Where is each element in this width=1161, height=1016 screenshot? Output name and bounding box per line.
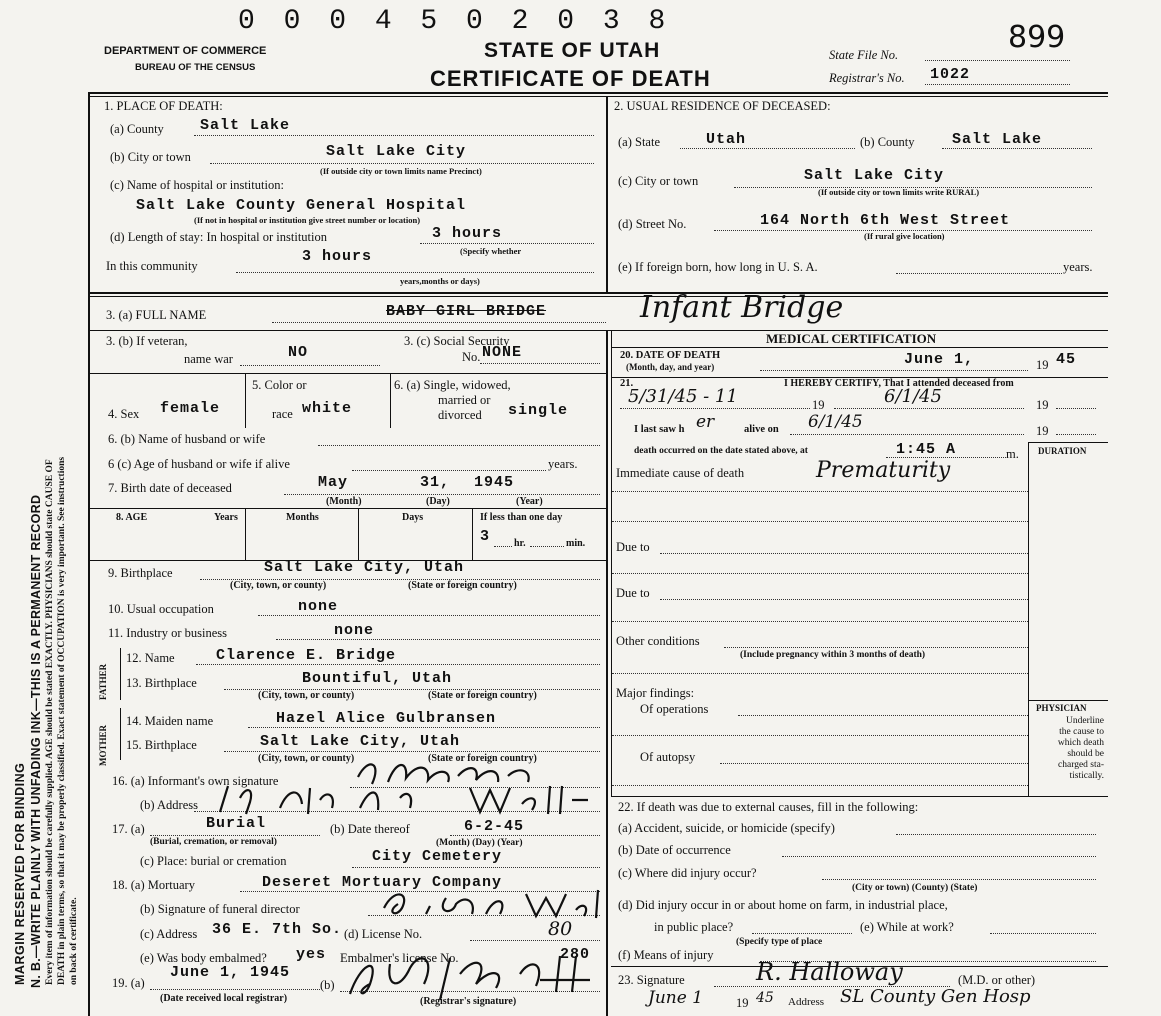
father-name-label: 12. Name [126,651,175,665]
mother-bp-state-note: (State or foreign country) [428,753,537,764]
registrar-sig-label: (b) [320,978,335,992]
sign-year: 45 [756,990,774,1006]
death-time: 1:45 A [896,441,957,458]
md-label: (M.D. or other) [958,973,1036,987]
mortuary-label: 18. (a) Mortuary [112,878,195,892]
death-time-m: m. [1006,447,1019,461]
mother-birthplace-value: Salt Lake City, Utah [260,733,461,750]
embalmed-value: yes [296,946,327,963]
informant-label: 16. (a) Informant's own signature [112,774,279,788]
date-received-value: June 1, 1945 [170,964,291,981]
pod-stay-value: 3 hours [432,225,503,242]
mother-name-label: 14. Maiden name [126,714,214,728]
birthdate-label: 7. Birth date of deceased [108,481,232,495]
marital-label-2: married or [438,393,491,407]
specify-place-note: (Specify type of place [736,937,823,947]
birth-year: 1945 [474,474,515,491]
other-conditions-label: Other conditions [616,634,700,648]
res-city-value: Salt Lake City [804,167,945,184]
father-side-label: FATHER [98,663,108,700]
margin-instructions-3: on back of certificate. [69,897,79,985]
marital-label-3: divorced [438,408,482,422]
res-city-label: (c) City or town [618,174,699,188]
birth-day: 31, [420,474,451,491]
medical-heading: MEDICAL CERTIFICATION [766,331,937,346]
registrar-label: Registrar's No. [829,71,905,85]
physician-instruction-line: Underline [1066,716,1104,726]
sex-value: female [160,400,221,417]
veteran-label: 3. (b) If veteran, [106,334,188,348]
bureau-label: BUREAU OF THE CENSUS [135,62,256,73]
age-hr-label: hr. [514,538,526,549]
occurred-label: death occurred on the date stated above, at [634,446,808,456]
attended-to: 6/1/45 [884,386,942,407]
fullname-typed: BABY GIRL BRIDGE [386,303,547,320]
father-bp-state-note: (State or foreign country) [428,690,537,701]
margin-instructions-2: DEATH in plain terms, so that it may be properly classified. Exact statement of OCCUPATION is very important. See instructions [57,456,67,985]
res-street-note: (If rural give location) [864,231,945,241]
res-state-value: Utah [706,131,747,148]
place-of-death-heading: 1. PLACE OF DEATH: [104,99,223,113]
certificate-serial: 0 0 0 4 5 0 2 0 3 8 [238,6,672,37]
state-file-number: 899 [1008,20,1066,55]
embalmer-label: Embalmer's license No. [340,951,459,965]
ssn-no-label: No. [462,350,481,364]
dod-year-prefix: 19 [1036,358,1049,372]
birthplace-value: Salt Lake City, Utah [264,559,465,576]
mother-side-label: MOTHER [98,724,108,766]
external-causes-label: 22. If death was due to external causes, fill in the following: [618,800,919,814]
industry-value: none [334,622,375,639]
public-place-label: in public place? [654,920,734,934]
burial-note: (Burial, cremation, or removal) [150,837,277,847]
burial-label: 17. (a) [112,822,145,836]
physician-instruction-line: tistically. [1069,771,1104,781]
mortuary-value: Deseret Mortuary Company [262,874,503,891]
date-received-note: (Date received local registrar) [160,993,288,1004]
home-injury-label: (d) Did injury occur in or about home on farm, in industrial place, [618,898,948,912]
department-label: DEPARTMENT OF COMMERCE [104,45,267,57]
registrar-number: 1022 [930,66,971,83]
birth-day-header: (Day) [426,496,450,507]
dod-value: June 1, [904,351,975,368]
birthplace-state-note: (State or foreign country) [408,580,517,591]
date-received-label: 19. (a) [112,976,145,990]
pod-hospital-label: (c) Name of hospital or institution: [110,178,284,192]
physician-signature: R. Halloway [756,958,903,986]
registrar-signature [340,944,610,1004]
age-min-label: min. [566,538,586,549]
accident-label: (a) Accident, suicide, or homicide (specify) [618,821,835,835]
burial-value: Burial [206,815,267,832]
certify-number: 21. [620,378,634,389]
license-label: (d) License No. [344,927,423,941]
attended-from: 5/31/45 - 11 [628,386,738,407]
date-thereof-value: 6-2-45 [464,818,525,835]
birthplace-label: 9. Birthplace [108,566,173,580]
pod-stay-label: (d) Length of stay: In hospital or institution [110,230,327,244]
immediate-cause-label: Immediate cause of death [616,466,745,480]
age-years-header: Years [214,512,238,523]
attended-19-a: 19 [812,398,825,412]
mother-birthplace-label: 15. Birthplace [126,738,197,752]
director-label: (b) Signature of funeral director [140,902,300,916]
birth-year-header: (Year) [516,496,543,507]
certify-statement: I HEREBY CERTIFY, That I attended deceased from [784,378,1014,389]
father-birthplace-label: 13. Birthplace [126,676,197,690]
pod-city-note: (If outside city or town limits name Precinct) [320,166,482,176]
state-file-label: State File No. [829,48,899,62]
pod-specify-note: (Specify whether [460,246,522,256]
sign-address-label: Address [788,996,825,1008]
pod-hospital-value: Salt Lake County General Hospital [136,197,467,214]
major-findings-label: Major findings: [616,686,695,700]
occupation-value: none [298,598,339,615]
age-label: 8. AGE [116,512,148,523]
pod-city-value: Salt Lake City [326,143,467,160]
of-operations-label: Of operations [640,702,709,716]
mortuary-address-label: (c) Address [140,927,198,941]
husband-age-years: years. [548,457,578,471]
sign-address-value: SL County Gen Hosp [840,986,1031,1007]
director-signature [376,884,616,924]
age-months-header: Months [286,512,319,523]
due-to-2-label: Due to [616,586,650,600]
res-county-label: (b) County [860,135,915,149]
alive-on-label: alive on [744,424,779,435]
physician-instruction-line: should be [1067,749,1104,759]
physician-instruction-line: which death [1057,738,1104,748]
residence-heading: 2. USUAL RESIDENCE OF DECEASED: [614,99,831,113]
dod-note: (Month, day, and year) [626,362,715,372]
dod-year: 45 [1056,351,1077,368]
pod-city-label: (b) City or town [110,150,191,164]
physician-instruction-line: charged sta- [1058,760,1104,770]
at-work-label: (e) While at work? [860,920,954,934]
physician-instruction-line: the cause to [1059,727,1104,737]
age-lessday-header: If less than one day [480,512,563,523]
res-state-label: (a) State [618,135,660,149]
husband-label: 6. (b) Name of husband or wife [108,432,266,446]
pod-county-value: Salt Lake [200,117,291,134]
war-label: name war [184,352,233,366]
age-days-header: Days [402,512,424,523]
signature-label: 23. Signature [618,973,685,987]
of-autopsy-label: Of autopsy [640,750,696,764]
pod-community-label: In this community [106,259,198,273]
last-saw-label: I last saw h [634,424,685,435]
pod-ymd-note: years,months or days) [400,276,480,286]
place-burial-label: (c) Place: burial or cremation [140,854,287,868]
physician-instructions [1034,716,1104,782]
license-value: 80 [548,918,573,940]
margin-nb: N. B.—WRITE PLAINLY WITH UNFADING INK—THIS IS A PERMANENT RECORD [29,494,43,988]
age-hours-value: 3 [480,528,491,545]
pod-county-label: (a) County [110,122,164,136]
duration-header: DURATION [1038,446,1087,456]
industry-label: 11. Industry or business [108,626,227,640]
sign-19: 19 [736,996,749,1010]
mother-name-value: Hazel Alice Gulbransen [276,710,497,727]
marital-label-1: 6. (a) Single, widowed, [394,378,511,392]
alive-on-date: 6/1/45 [808,412,863,432]
fullname-label: 3. (a) FULL NAME [106,308,207,322]
where-injury-label: (c) Where did injury occur? [618,866,757,880]
color-label: 5. Color or [252,378,307,392]
alive-19: 19 [1036,424,1049,438]
pod-community-value: 3 hours [302,248,373,265]
sex-label: 4. Sex [108,407,140,421]
mortuary-address-value: 36 E. 7th So. [212,921,343,938]
last-saw-value: er [696,412,715,432]
res-street-value: 164 North 6th West Street [760,212,1011,229]
ssn-value: NONE [482,344,523,361]
father-bp-city-note: (City, town, or county) [258,690,355,701]
res-city-note: (If outside city or town limits write RURAL) [818,187,980,197]
attended-19-b: 19 [1036,398,1049,412]
birthplace-city-note: (City, town, or county) [230,580,327,591]
means-injury-label: (f) Means of injury [618,948,714,962]
sign-date: June 1 [648,988,703,1008]
ctc-note: (City or town) (County) (State) [852,883,978,893]
mother-bp-city-note: (City, town, or county) [258,753,355,764]
fullname-handwritten: Infant Bridge [640,290,844,325]
margin-instructions-1: Every item of information should be carefully supplied. AGE should be stated EXACTLY. PHYSICIANS should state CAUSE OF [45,459,55,985]
res-years-label: years. [1063,260,1093,274]
date-thereof-label: (b) Date thereof [330,822,410,836]
birth-month: May [318,474,349,491]
birth-month-header: (Month) [326,496,362,507]
res-foreign-label: (e) If foreign born, how long in U. S. A. [618,260,818,274]
marital-value: single [508,402,569,419]
occupation-label: 10. Usual occupation [108,602,214,616]
dod-label: 20. DATE OF DEATH [620,350,721,361]
informant-address-label: (b) Address [140,798,198,812]
father-birthplace-value: Bountiful, Utah [302,670,453,687]
pod-hospital-note: (If not in hospital or institution give street number or location) [194,215,421,225]
state-title: STATE OF UTAH [484,39,661,62]
date-thereof-note: (Month) (Day) (Year) [436,838,523,848]
registrar-sig-note: (Registrar's signature) [420,996,517,1007]
place-burial-value: City Cemetery [372,848,503,865]
other-conditions-note: (Include pregnancy within 3 months of death) [740,650,926,660]
race-label: race [272,407,293,421]
date-occurrence-label: (b) Date of occurrence [618,843,731,857]
embalmed-label: (e) Was body embalmed? [140,951,267,965]
due-to-1-label: Due to [616,540,650,554]
certificate-title: CERTIFICATE OF DEATH [430,66,711,91]
immediate-cause-value: Prematurity [816,458,951,483]
res-county-value: Salt Lake [952,131,1043,148]
husband-age-label: 6 (c) Age of husband or wife if alive [108,457,290,471]
embalmer-value: 280 [560,946,591,963]
informant-address-handwritten [210,778,590,822]
ssn-label: 3. (c) Social Security [404,334,510,348]
race-value: white [302,400,353,417]
physician-header: PHYSICIAN [1036,703,1087,713]
father-name-value: Clarence E. Bridge [216,647,397,664]
margin-reserved: MARGIN RESERVED FOR BINDING [13,762,27,985]
res-street-label: (d) Street No. [618,217,687,231]
veteran-value: NO [288,344,309,361]
